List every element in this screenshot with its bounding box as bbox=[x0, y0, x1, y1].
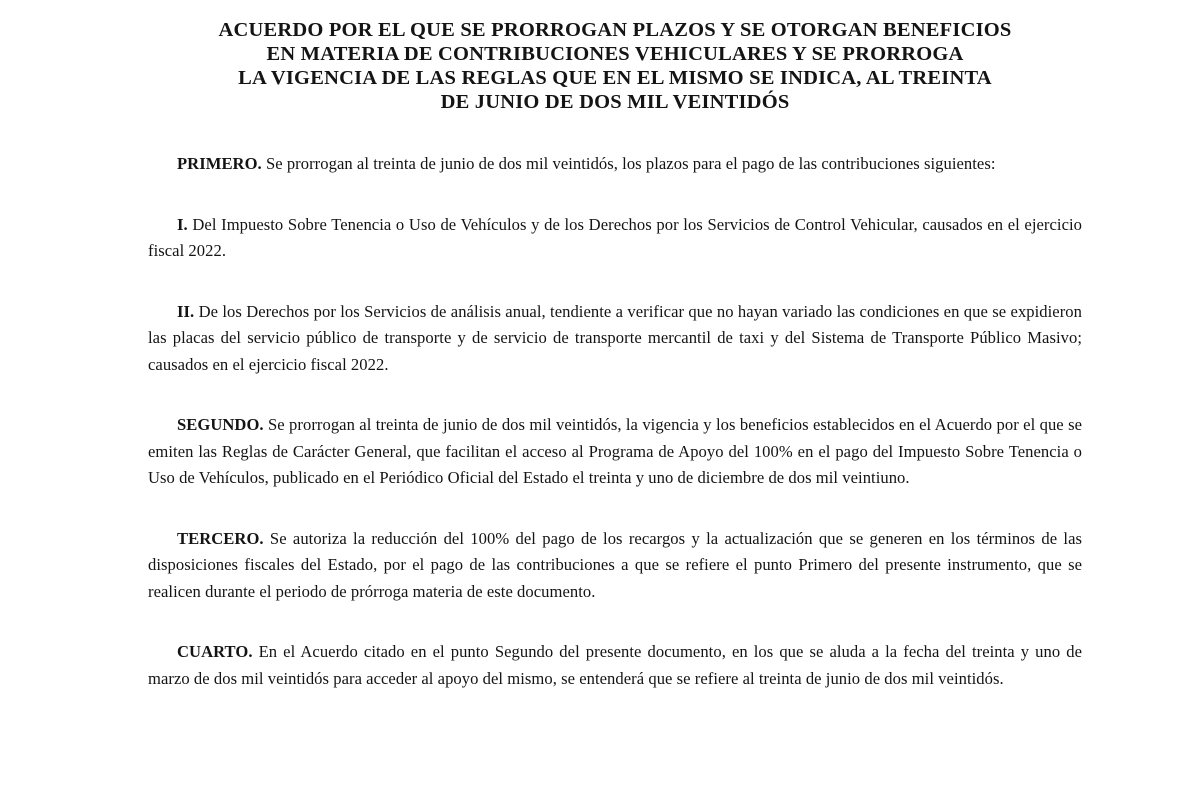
paragraph-text: Se prorrogan al treinta de junio de dos mil veintidós, la vigencia y los beneficios establecidos en el Acuerdo por el que se emiten las Reglas de Carácter General, que facilitan el acceso al Programa de Apoyo del 100% en el pago del Impuesto Sobre Tenencia o Uso de Vehículos, publicado en el Periódico Oficial del Estado el treinta y uno de diciembre de dos mil veintiuno. bbox=[148, 415, 1082, 487]
paragraph-label: TERCERO. bbox=[177, 528, 264, 548]
paragraph-text: Se autoriza la reducción del 100% del pago de los recargos y la actualización que se generen en los términos de las disposiciones fiscales del Estado, por el pago de las contribuciones a que se refiere el punto Primero del presente instrumento, que se realicen durante el periodo de prórroga materia de este documento. bbox=[148, 528, 1082, 601]
paragraph-label: II. bbox=[177, 301, 195, 321]
title-line-2: EN MATERIA DE CONTRIBUCIONES VEHICULARES Y SE PRORROGA bbox=[266, 43, 964, 65]
paragraph-segundo bbox=[148, 412, 1082, 492]
paragraph-label: SEGUNDO. bbox=[177, 415, 264, 434]
paragraph-text: De los Derechos por los Servicios de análisis anual, tendiente a verificar que no hayan variado las condiciones en que se expidieron las placas del servicio público de transporte y de servicio de transporte mercantil de taxi y del Sistema de Transporte Público Masivo; causados en el ejercicio fiscal 2022. bbox=[148, 301, 1082, 374]
title-line-1: ACUERDO POR EL QUE SE PRORROGAN PLAZOS Y SE OTORGAN BENEFICIOS bbox=[218, 19, 1012, 41]
paragraph-primero bbox=[148, 151, 1082, 178]
paragraph-text: En el Acuerdo citado en el punto Segundo del presente documento, en los que se aluda a la fecha del treinta y uno de marzo de dos mil veintidós para acceder al apoyo del mismo, se entenderá que se refiere al treinta de junio de dos mil veintidós. bbox=[148, 642, 1082, 688]
title-line-4: DE JUNIO DE DOS MIL VEINTIDÓS bbox=[440, 91, 790, 113]
paragraph-label: CUARTO. bbox=[177, 642, 253, 661]
paragraph-text: Se prorrogan al treinta de junio de dos mil veintidós, los plazos para el pago de las contribuciones siguientes: bbox=[261, 154, 996, 173]
paragraph-label: PRIMERO. bbox=[177, 154, 262, 173]
document-page bbox=[148, 18, 1082, 692]
paragraph-text: Del Impuesto Sobre Tenencia o Uso de Vehículos y de los Derechos por los Servicios de Control Vehicular, causados en el ejercicio fiscal 2022. bbox=[148, 214, 1082, 260]
paragraph-cuarto bbox=[148, 639, 1082, 692]
paragraph-item-i bbox=[148, 212, 1082, 265]
paragraph-label: I. bbox=[177, 214, 188, 234]
paragraph-tercero bbox=[148, 526, 1082, 606]
title-line-3: LA VIGENCIA DE LAS REGLAS QUE EN EL MISMO SE INDICA, AL TREINTA bbox=[238, 67, 992, 89]
paragraph-item-ii bbox=[148, 299, 1082, 379]
document-title bbox=[148, 18, 1082, 114]
